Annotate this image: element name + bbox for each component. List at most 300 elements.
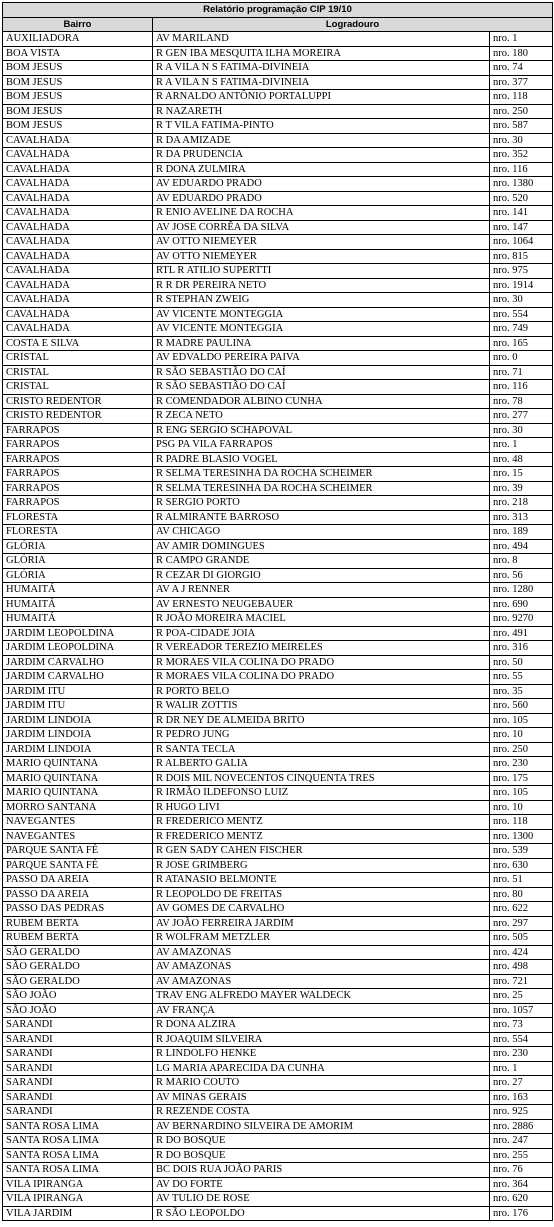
logradouro-cell: TRAV ENG ALFREDO MAYER WALDECK [153, 989, 490, 1004]
logradouro-cell: R LEOPOLDO DE FREITAS [153, 887, 490, 902]
numero-cell: nro. 105 [490, 786, 553, 801]
numero-cell: nro. 630 [490, 858, 553, 873]
logradouro-cell: R WOLFRAM METZLER [153, 931, 490, 946]
numero-cell: nro. 80 [490, 887, 553, 902]
table-row [3, 815, 553, 830]
logradouro-cell: R R DR PEREIRA NETO [153, 278, 490, 293]
numero-cell: nro. 1280 [490, 583, 553, 598]
numero-cell: nro. 1 [490, 32, 553, 47]
table-row [3, 438, 553, 453]
bairro-cell: SANTA ROSA LIMA [3, 1163, 153, 1178]
numero-cell: nro. 690 [490, 597, 553, 612]
logradouro-cell: AV OTTO NIEMEYER [153, 235, 490, 250]
table-row [3, 539, 553, 554]
table-row [3, 626, 553, 641]
bairro-cell: COSTA E SILVA [3, 336, 153, 351]
logradouro-cell: AV AMAZONAS [153, 945, 490, 960]
logradouro-cell: R PADRE BLASIO VOGEL [153, 452, 490, 467]
numero-cell: nro. 30 [490, 423, 553, 438]
bairro-cell: JARDIM LINDOIA [3, 728, 153, 743]
bairro-cell: FARRAPOS [3, 481, 153, 496]
numero-cell: nro. 105 [490, 713, 553, 728]
numero-cell: nro. 505 [490, 931, 553, 946]
logradouro-cell: R A VILA N S FATIMA-DIVINEIA [153, 61, 490, 76]
bairro-cell: FARRAPOS [3, 467, 153, 482]
numero-cell: nro. 1 [490, 1061, 553, 1076]
numero-cell: nro. 377 [490, 75, 553, 90]
bairro-cell: JARDIM LINDOIA [3, 713, 153, 728]
bairro-cell: RUBEM BERTA [3, 916, 153, 931]
logradouro-cell: R SELMA TERESINHA DA ROCHA SCHEIMER [153, 481, 490, 496]
numero-cell: nro. 250 [490, 104, 553, 119]
bairro-cell: CAVALHADA [3, 220, 153, 235]
numero-cell: nro. 255 [490, 1148, 553, 1163]
table-row [3, 568, 553, 583]
bairro-cell: FARRAPOS [3, 438, 153, 453]
table-row [3, 206, 553, 221]
numero-cell: nro. 25 [490, 989, 553, 1004]
numero-cell: nro. 560 [490, 699, 553, 714]
logradouro-cell: R VEREADOR TEREZIO MEIRELES [153, 641, 490, 656]
numero-cell: nro. 175 [490, 771, 553, 786]
logradouro-cell: R LINDOLFO HENKE [153, 1047, 490, 1062]
bairro-cell: SARANDI [3, 1061, 153, 1076]
logradouro-cell: R MARIO COUTO [153, 1076, 490, 1091]
bairro-cell: CAVALHADA [3, 307, 153, 322]
logradouro-cell: R COMENDADOR ALBINO CUNHA [153, 394, 490, 409]
table-row [3, 699, 553, 714]
numero-cell: nro. 30 [490, 133, 553, 148]
bairro-cell: SARANDI [3, 1105, 153, 1120]
table-row [3, 554, 553, 569]
logradouro-cell: AV DO FORTE [153, 1177, 490, 1192]
logradouro-cell: AV VICENTE MONTEGGIA [153, 307, 490, 322]
table-row [3, 858, 553, 873]
bairro-cell: JARDIM LINDOIA [3, 742, 153, 757]
table-row [3, 728, 553, 743]
logradouro-cell: R JOÃO MOREIRA MACIEL [153, 612, 490, 627]
table-row [3, 235, 553, 250]
numero-cell: nro. 316 [490, 641, 553, 656]
column-header-row [3, 17, 553, 32]
numero-cell: nro. 491 [490, 626, 553, 641]
logradouro-cell: R REZENDE COSTA [153, 1105, 490, 1120]
logradouro-cell: AV FRANÇA [153, 1003, 490, 1018]
logradouro-cell: R ZECA NETO [153, 409, 490, 424]
numero-cell: nro. 620 [490, 1192, 553, 1207]
table-row [3, 32, 553, 47]
numero-cell: nro. 55 [490, 670, 553, 685]
table-row [3, 1032, 553, 1047]
numero-cell: nro. 230 [490, 1047, 553, 1062]
logradouro-cell: RTL R ATILIO SUPERTTI [153, 264, 490, 279]
bairro-cell: CRISTO REDENTOR [3, 394, 153, 409]
bairro-cell: BOM JESUS [3, 119, 153, 134]
numero-cell: nro. 1 [490, 438, 553, 453]
logradouro-cell: AV MINAS GERAIS [153, 1090, 490, 1105]
bairro-cell: SARANDI [3, 1018, 153, 1033]
table-row [3, 46, 553, 61]
table-row [3, 467, 553, 482]
numero-cell: nro. 494 [490, 539, 553, 554]
numero-cell: nro. 352 [490, 148, 553, 163]
numero-cell: nro. 141 [490, 206, 553, 221]
logradouro-cell: R DO BOSQUE [153, 1148, 490, 1163]
logradouro-cell: R GEN SADY CAHEN FISCHER [153, 844, 490, 859]
bairro-cell: SANTA ROSA LIMA [3, 1119, 153, 1134]
bairro-cell: SÃO JOÃO [3, 1003, 153, 1018]
bairro-cell: MARIO QUINTANA [3, 771, 153, 786]
logradouro-cell: R CAMPO GRANDE [153, 554, 490, 569]
bairro-cell: FLORESTA [3, 510, 153, 525]
bairro-cell: SARANDI [3, 1090, 153, 1105]
bairro-cell: MARIO QUINTANA [3, 786, 153, 801]
logradouro-cell: AV EDUARDO PRADO [153, 177, 490, 192]
table-row [3, 684, 553, 699]
logradouro-cell: R CEZAR DI GIORGIO [153, 568, 490, 583]
table-row [3, 525, 553, 540]
bairro-cell: JARDIM CARVALHO [3, 670, 153, 685]
logradouro-cell: AV BERNARDINO SILVEIRA DE AMORIM [153, 1119, 490, 1134]
bairro-cell: CAVALHADA [3, 322, 153, 337]
bairro-cell: JARDIM LEOPOLDINA [3, 641, 153, 656]
bairro-cell: SARANDI [3, 1047, 153, 1062]
bairro-cell: PARQUE SANTA FÉ [3, 858, 153, 873]
numero-cell: nro. 218 [490, 496, 553, 511]
numero-cell: nro. 73 [490, 1018, 553, 1033]
bairro-cell: GLÓRIA [3, 554, 153, 569]
bairro-cell: CAVALHADA [3, 235, 153, 250]
logradouro-cell: R ENIO AVELINE DA ROCHA [153, 206, 490, 221]
logradouro-cell: BC DOIS RUA JOÃO PARIS [153, 1163, 490, 1178]
bairro-cell: CAVALHADA [3, 177, 153, 192]
table-row [3, 612, 553, 627]
logradouro-cell: R IRMÃO ILDEFONSO LUIZ [153, 786, 490, 801]
bairro-cell: CAVALHADA [3, 162, 153, 177]
numero-cell: nro. 1914 [490, 278, 553, 293]
bairro-cell: SANTA ROSA LIMA [3, 1148, 153, 1163]
table-row [3, 800, 553, 815]
logradouro-cell: PSG PA VILA FARRAPOS [153, 438, 490, 453]
bairro-cell: SÃO GERALDO [3, 945, 153, 960]
numero-cell: nro. 176 [490, 1206, 553, 1221]
table-row [3, 496, 553, 511]
table-row [3, 249, 553, 264]
table-row [3, 1061, 553, 1076]
bairro-cell: MORRO SANTANA [3, 800, 153, 815]
numero-cell: nro. 189 [490, 525, 553, 540]
table-row [3, 916, 553, 931]
table-row [3, 742, 553, 757]
table-row [3, 960, 553, 975]
bairro-cell: PARQUE SANTA FÉ [3, 844, 153, 859]
numero-cell: nro. 1064 [490, 235, 553, 250]
logradouro-cell: R DO BOSQUE [153, 1134, 490, 1149]
numero-cell: nro. 48 [490, 452, 553, 467]
report-rows [3, 32, 553, 1221]
bairro-cell: VILA IPIRANGA [3, 1192, 153, 1207]
logradouro-cell: R DR NEY DE ALMEIDA BRITO [153, 713, 490, 728]
numero-cell: nro. 1300 [490, 829, 553, 844]
table-row [3, 974, 553, 989]
logradouro-cell: R SERGIO PORTO [153, 496, 490, 511]
table-row [3, 162, 553, 177]
logradouro-cell: AV AMAZONAS [153, 974, 490, 989]
table-row [3, 655, 553, 670]
numero-cell: nro. 247 [490, 1134, 553, 1149]
table-row [3, 365, 553, 380]
bairro-cell: HUMAITÁ [3, 597, 153, 612]
bairro-cell: JARDIM ITU [3, 684, 153, 699]
bairro-cell: CAVALHADA [3, 191, 153, 206]
numero-cell: nro. 10 [490, 800, 553, 815]
table-row [3, 351, 553, 366]
logradouro-cell: R SELMA TERESINHA DA ROCHA SCHEIMER [153, 467, 490, 482]
numero-cell: nro. 975 [490, 264, 553, 279]
numero-cell: nro. 313 [490, 510, 553, 525]
numero-cell: nro. 76 [490, 1163, 553, 1178]
bairro-cell: JARDIM LEOPOLDINA [3, 626, 153, 641]
numero-cell: nro. 10 [490, 728, 553, 743]
numero-cell: nro. 498 [490, 960, 553, 975]
table-row [3, 380, 553, 395]
table-row [3, 1003, 553, 1018]
numero-cell: nro. 925 [490, 1105, 553, 1120]
numero-cell: nro. 15 [490, 467, 553, 482]
bairro-cell: VILA JARDIM [3, 1206, 153, 1221]
logradouro-cell: R MORAES VILA COLINA DO PRADO [153, 655, 490, 670]
numero-cell: nro. 147 [490, 220, 553, 235]
logradouro-cell: R SÃO SEBASTIÃO DO CAÍ [153, 380, 490, 395]
numero-cell: nro. 1380 [490, 177, 553, 192]
table-row [3, 148, 553, 163]
bairro-cell: CRISTAL [3, 380, 153, 395]
table-row [3, 90, 553, 105]
numero-cell: nro. 56 [490, 568, 553, 583]
logradouro-cell: R STEPHAN ZWEIG [153, 293, 490, 308]
numero-cell: nro. 116 [490, 162, 553, 177]
table-row [3, 220, 553, 235]
table-row [3, 1177, 553, 1192]
bairro-cell: CAVALHADA [3, 264, 153, 279]
table-row [3, 771, 553, 786]
bairro-cell: SÃO GERALDO [3, 960, 153, 975]
logradouro-cell: AV JOÃO FERREIRA JARDIM [153, 916, 490, 931]
logradouro-cell: R DONA ALZIRA [153, 1018, 490, 1033]
logradouro-cell: R FREDERICO MENTZ [153, 815, 490, 830]
table-row [3, 786, 553, 801]
table-row [3, 1206, 553, 1221]
logradouro-cell: R DA AMIZADE [153, 133, 490, 148]
table-row [3, 873, 553, 888]
logradouro-cell: R SÃO SEBASTIÃO DO CAÍ [153, 365, 490, 380]
table-row [3, 481, 553, 496]
numero-cell: nro. 364 [490, 1177, 553, 1192]
numero-cell: nro. 163 [490, 1090, 553, 1105]
table-row [3, 887, 553, 902]
bairro-cell: CAVALHADA [3, 293, 153, 308]
bairro-cell: SÃO GERALDO [3, 974, 153, 989]
numero-cell: nro. 749 [490, 322, 553, 337]
table-row [3, 423, 553, 438]
numero-cell: nro. 554 [490, 307, 553, 322]
bairro-cell: BOM JESUS [3, 90, 153, 105]
numero-cell: nro. 277 [490, 409, 553, 424]
bairro-cell: MARIO QUINTANA [3, 757, 153, 772]
bairro-cell: BOM JESUS [3, 75, 153, 90]
bairro-cell: HUMAITÁ [3, 583, 153, 598]
bairro-cell: CRISTO REDENTOR [3, 409, 153, 424]
bairro-cell: CAVALHADA [3, 133, 153, 148]
table-row [3, 264, 553, 279]
bairro-cell: JARDIM ITU [3, 699, 153, 714]
logradouro-cell: AV TULIO DE ROSE [153, 1192, 490, 1207]
table-row [3, 829, 553, 844]
numero-cell: nro. 297 [490, 916, 553, 931]
bairro-cell: BOM JESUS [3, 104, 153, 119]
logradouro-cell: R DONA ZULMIRA [153, 162, 490, 177]
logradouro-cell: R DA PRUDENCIA [153, 148, 490, 163]
table-row [3, 278, 553, 293]
logradouro-cell: R SANTA TECLA [153, 742, 490, 757]
numero-cell: nro. 35 [490, 684, 553, 699]
bairro-cell: VILA IPIRANGA [3, 1177, 153, 1192]
bairro-cell: FARRAPOS [3, 496, 153, 511]
logradouro-cell: R JOSE GRIMBERG [153, 858, 490, 873]
numero-cell: nro. 587 [490, 119, 553, 134]
cip-report-table [2, 2, 553, 1221]
table-row [3, 1090, 553, 1105]
bairro-cell: CAVALHADA [3, 249, 153, 264]
logradouro-cell: AV ERNESTO NEUGEBAUER [153, 597, 490, 612]
table-row [3, 133, 553, 148]
logradouro-cell: AV MARILAND [153, 32, 490, 47]
bairro-cell: NAVEGANTES [3, 829, 153, 844]
numero-cell: nro. 51 [490, 873, 553, 888]
table-row [3, 322, 553, 337]
table-row [3, 844, 553, 859]
logradouro-cell: R GEN IBA MESQUITA ILHA MOREIRA [153, 46, 490, 61]
table-row [3, 510, 553, 525]
logradouro-cell: R A VILA N S FATIMA-DIVINEIA [153, 75, 490, 90]
numero-cell: nro. 78 [490, 394, 553, 409]
table-row [3, 1018, 553, 1033]
bairro-cell: FARRAPOS [3, 423, 153, 438]
table-row [3, 931, 553, 946]
table-row [3, 394, 553, 409]
numero-cell: nro. 30 [490, 293, 553, 308]
numero-cell: nro. 622 [490, 902, 553, 917]
bairro-cell: FLORESTA [3, 525, 153, 540]
logradouro-cell: R JOAQUIM SILVEIRA [153, 1032, 490, 1047]
table-row [3, 1134, 553, 1149]
bairro-cell: GLÓRIA [3, 539, 153, 554]
table-row [3, 1192, 553, 1207]
table-row [3, 945, 553, 960]
numero-cell: nro. 539 [490, 844, 553, 859]
logradouro-cell: R T VILA FATIMA-PINTO [153, 119, 490, 134]
table-row [3, 902, 553, 917]
table-row [3, 989, 553, 1004]
table-row [3, 336, 553, 351]
table-row [3, 641, 553, 656]
table-row [3, 104, 553, 119]
bairro-cell: SARANDI [3, 1032, 153, 1047]
bairro-cell: CRISTAL [3, 351, 153, 366]
logradouro-header: Logradouro [153, 17, 553, 32]
logradouro-cell: R DOIS MIL NOVECENTOS CINQUENTA TRES [153, 771, 490, 786]
logradouro-cell: R FREDERICO MENTZ [153, 829, 490, 844]
table-row [3, 1148, 553, 1163]
logradouro-cell: AV GOMES DE CARVALHO [153, 902, 490, 917]
report-title: Relatório programação CIP 19/10 [3, 3, 553, 18]
table-row [3, 293, 553, 308]
table-row [3, 1119, 553, 1134]
numero-cell: nro. 9270 [490, 612, 553, 627]
bairro-cell: PASSO DAS PEDRAS [3, 902, 153, 917]
bairro-cell: BOA VISTA [3, 46, 153, 61]
table-row [3, 1047, 553, 1062]
logradouro-cell: AV AMAZONAS [153, 960, 490, 975]
logradouro-cell: R PORTO BELO [153, 684, 490, 699]
table-row [3, 583, 553, 598]
numero-cell: nro. 116 [490, 380, 553, 395]
numero-cell: nro. 118 [490, 815, 553, 830]
logradouro-cell: AV OTTO NIEMEYER [153, 249, 490, 264]
logradouro-cell: AV AMIR DOMINGUES [153, 539, 490, 554]
logradouro-cell: R PEDRO JUNG [153, 728, 490, 743]
table-row [3, 1163, 553, 1178]
logradouro-cell: R ALBERTO GALIA [153, 757, 490, 772]
bairro-cell: PASSO DA AREIA [3, 887, 153, 902]
table-row [3, 452, 553, 467]
bairro-cell: FARRAPOS [3, 452, 153, 467]
numero-cell: nro. 165 [490, 336, 553, 351]
logradouro-cell: LG MARIA APARECIDA DA CUNHA [153, 1061, 490, 1076]
table-row [3, 177, 553, 192]
bairro-cell: BOM JESUS [3, 61, 153, 76]
logradouro-cell: R NAZARETH [153, 104, 490, 119]
logradouro-cell: R ENG SERGIO SCHAPOVAL [153, 423, 490, 438]
logradouro-cell: R MORAES VILA COLINA DO PRADO [153, 670, 490, 685]
numero-cell: nro. 27 [490, 1076, 553, 1091]
numero-cell: nro. 1057 [490, 1003, 553, 1018]
bairro-cell: NAVEGANTES [3, 815, 153, 830]
numero-cell: nro. 554 [490, 1032, 553, 1047]
logradouro-cell: R WALIR ZOTTIS [153, 699, 490, 714]
bairro-cell: SARANDI [3, 1076, 153, 1091]
logradouro-cell: AV EDVALDO PEREIRA PAIVA [153, 351, 490, 366]
bairro-cell: CAVALHADA [3, 206, 153, 221]
numero-cell: nro. 74 [490, 61, 553, 76]
report-title-row [3, 3, 553, 18]
table-row [3, 409, 553, 424]
table-row [3, 1076, 553, 1091]
table-row [3, 119, 553, 134]
numero-cell: nro. 815 [490, 249, 553, 264]
logradouro-cell: R ALMIRANTE BARROSO [153, 510, 490, 525]
numero-cell: nro. 71 [490, 365, 553, 380]
numero-cell: nro. 424 [490, 945, 553, 960]
bairro-cell: SÃO JOÃO [3, 989, 153, 1004]
bairro-cell: CAVALHADA [3, 278, 153, 293]
table-row [3, 597, 553, 612]
numero-cell: nro. 721 [490, 974, 553, 989]
logradouro-cell: R POA-CIDADE JOIA [153, 626, 490, 641]
table-row [3, 61, 553, 76]
bairro-header: Bairro [3, 17, 153, 32]
bairro-cell: AUXILIADORA [3, 32, 153, 47]
